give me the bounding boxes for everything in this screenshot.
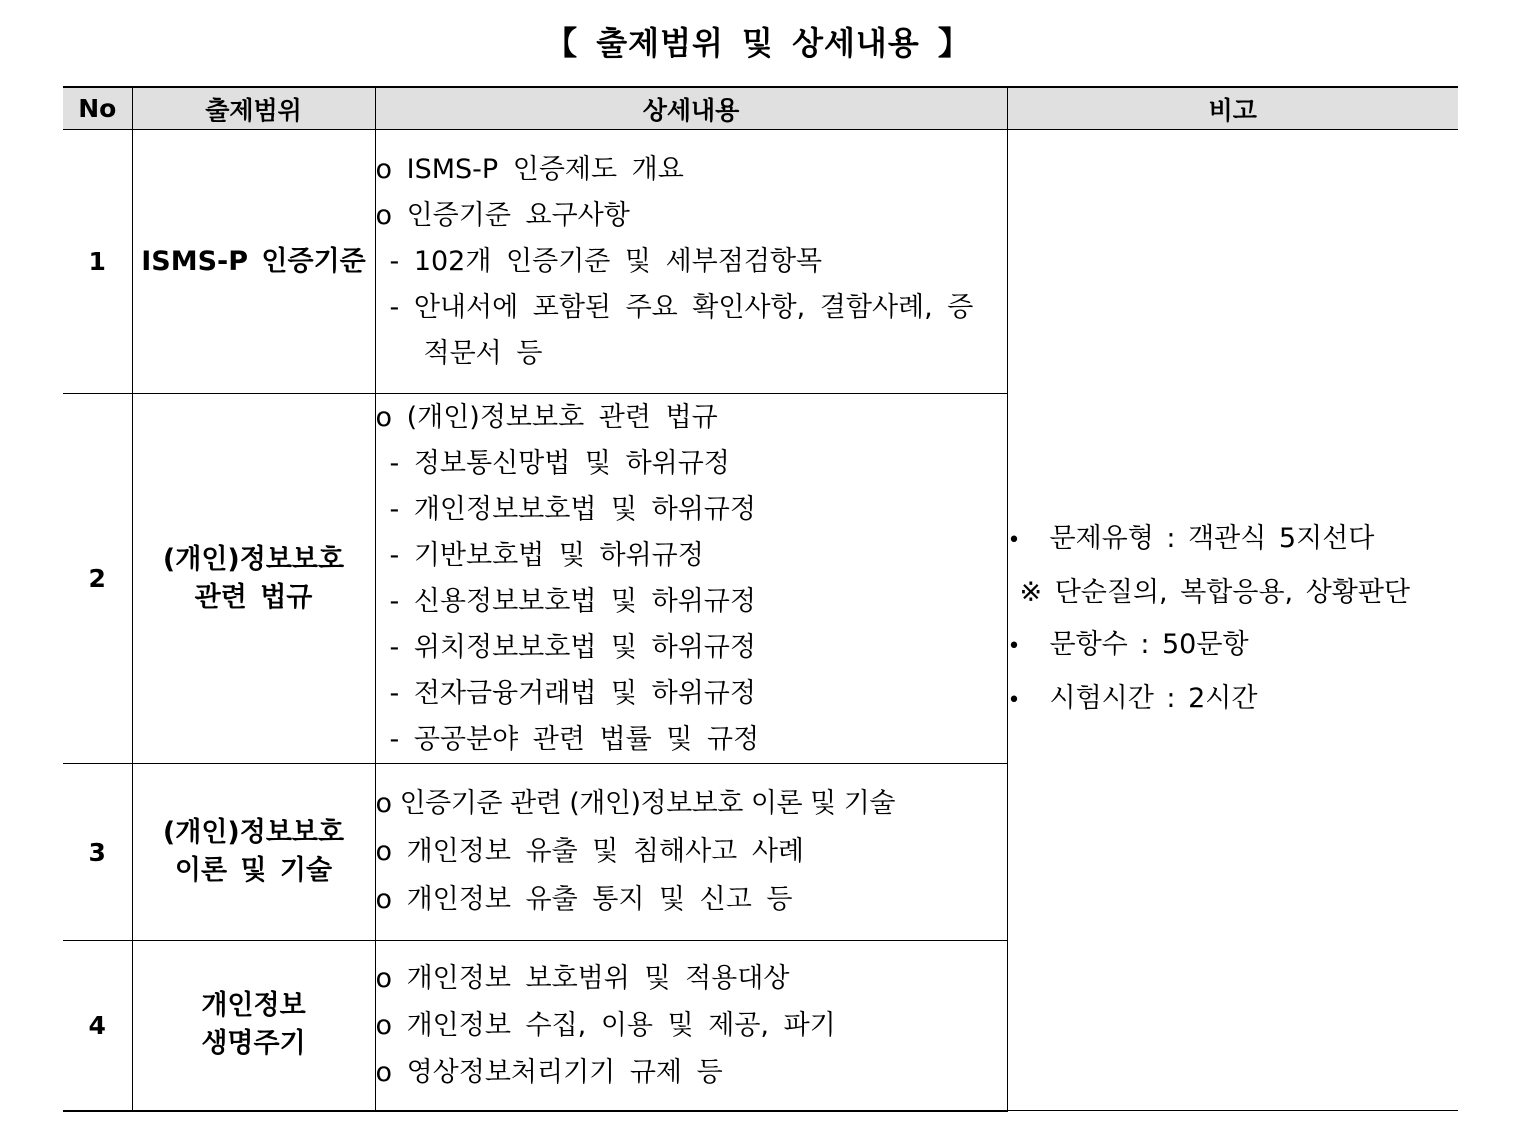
note-text: 문항수 : 50문항	[1049, 629, 1249, 660]
scope-cell	[132, 130, 375, 394]
detail-item: o 개인정보 수집, 이용 및 제공, 파기	[375, 1009, 836, 1041]
note-question-count	[1008, 619, 1459, 673]
row-number: 1	[63, 130, 132, 394]
table-row	[63, 130, 1458, 394]
row-number: 3	[63, 764, 132, 941]
scope-cell	[132, 394, 375, 764]
note-question-type-reference: ※ 단순질의, 복합응용, 상황판단	[1019, 577, 1411, 608]
bullet-icon: •	[1007, 528, 1021, 553]
detail-item: o 영상정보처리기기 규제 등	[375, 1056, 723, 1088]
note-cell	[1007, 130, 1458, 1111]
detail-subitem-continued: 적문서 등	[423, 337, 543, 369]
detail-item: o ISMS-P 인증제도 개요	[375, 153, 684, 185]
detail-item: o (개인)정보보호 관련 법규	[375, 401, 718, 433]
scope-line: 개인정보	[201, 990, 306, 1022]
scope-line: 이론 및 기술	[174, 855, 333, 886]
row-number: 4	[63, 941, 132, 1111]
note-exam-time	[1008, 673, 1459, 727]
detail-item: o 개인정보 보호범위 및 적용대상	[375, 962, 790, 994]
header-no: No	[63, 87, 132, 130]
bullet-icon: •	[1007, 634, 1021, 659]
header-detail: 상세내용	[375, 87, 1007, 130]
detail-cell	[375, 394, 1007, 764]
note-text: 시험시간 : 2시간	[1049, 683, 1258, 714]
detail-subitem: - 위치정보보호법 및 하위규정	[389, 631, 756, 663]
detail-subitem: - 신용정보보호법 및 하위규정	[389, 585, 756, 617]
detail-subitem: - 공공분야 관련 법률 및 규정	[389, 723, 760, 755]
detail-item: o 개인정보 유출 통지 및 신고 등	[375, 884, 793, 915]
scope-line: ISMS-P 인증기준	[141, 245, 366, 277]
header-note: 비고	[1007, 87, 1458, 130]
header-scope: 출제범위	[132, 87, 375, 130]
detail-subitem: - 전자금융거래법 및 하위규정	[389, 677, 756, 709]
detail-cell	[375, 130, 1007, 394]
detail-subitem: - 102개 인증기준 및 세부점검항목	[389, 245, 823, 277]
note-question-type	[1008, 513, 1459, 567]
detail-item: o 인증기준 요구사항	[375, 199, 630, 231]
scope-line: 생명주기	[201, 1028, 306, 1060]
scope-line: (개인)정보보호	[162, 543, 345, 575]
row-number: 2	[63, 394, 132, 764]
detail-subitem: - 정보통신망법 및 하위규정	[389, 447, 730, 479]
detail-item: o 개인정보 유출 및 침해사고 사례	[375, 836, 804, 867]
scope-cell	[132, 764, 375, 941]
bullet-icon: •	[1007, 688, 1021, 713]
scope-cell	[132, 941, 375, 1111]
scope-line: 관련 법규	[194, 581, 313, 613]
detail-subitem: - 기반보호법 및 하위규정	[389, 539, 704, 571]
exam-scope-table	[63, 86, 1458, 1112]
detail-subitem: - 안내서에 포함된 주요 확인사항, 결함사례, 증	[389, 291, 974, 323]
scope-line: (개인)정보보호	[162, 817, 345, 848]
detail-cell	[375, 764, 1007, 941]
detail-item: o 인증기준 관련 (개인)정보보호 이론 및 기술	[375, 788, 895, 819]
detail-subitem: - 개인정보보호법 및 하위규정	[389, 493, 756, 525]
page-title: 【 출제범위 및 상세내용 】	[545, 24, 971, 62]
detail-cell	[375, 941, 1007, 1111]
header-row	[63, 87, 1458, 130]
note-text: 문제유형 : 객관식 5지선다	[1049, 523, 1375, 554]
